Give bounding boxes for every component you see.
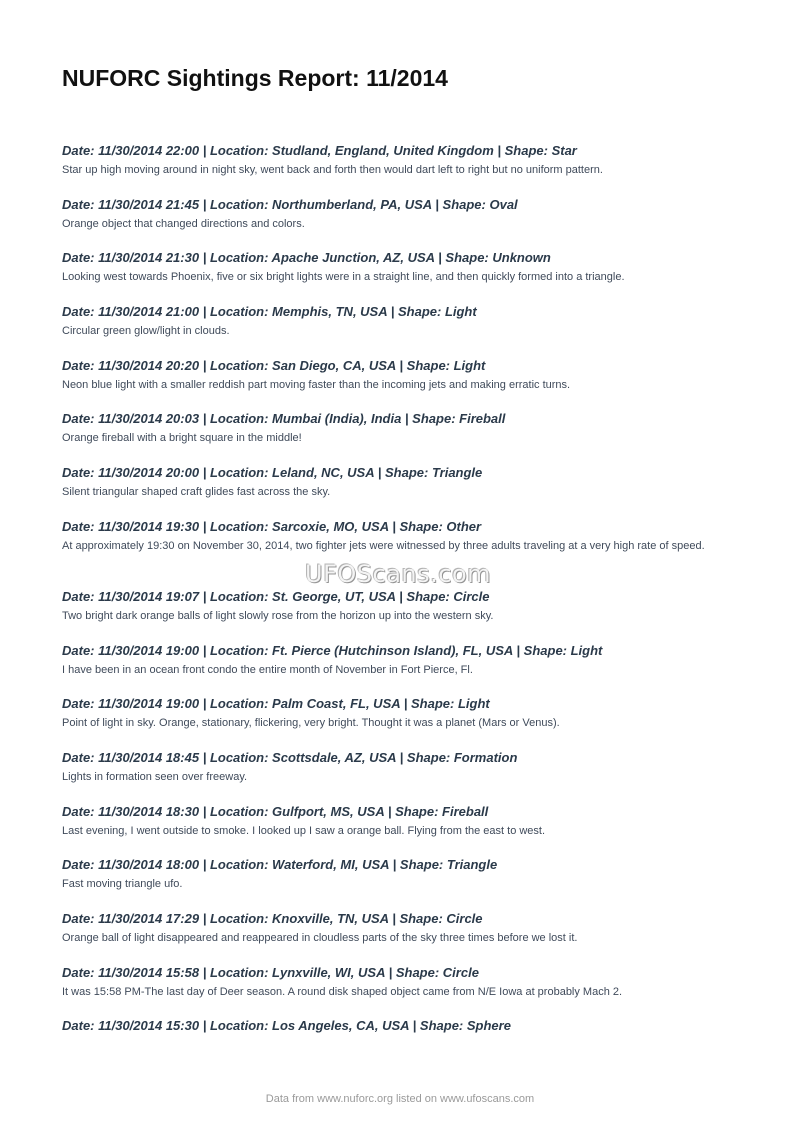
entry-heading: Date: 11/30/2014 15:30 | Location: Los Angeles, CA, USA | Shape: Sphere <box>62 1018 511 1034</box>
entry-heading: Date: 11/30/2014 17:29 | Location: Knoxville, TN, USA | Shape: Circle <box>62 910 483 926</box>
entry-description: It was 15:58 PM-The last day of Deer season. A round disk shaped object came from N/E Iowa at probably Mach 2. <box>62 985 623 998</box>
entry-heading: Date: 11/30/2014 21:00 | Location: Memphis, TN, USA | Shape: Light <box>62 304 477 320</box>
entry-description: Star up high moving around in night sky, went back and forth then would dart left to right but no uniform pattern. <box>62 164 603 176</box>
entry-heading: Date: 11/30/2014 20:20 | Location: San Diego, CA, USA | Shape: Light <box>62 357 486 373</box>
list-item <box>62 303 742 357</box>
entry-heading: Date: 11/30/2014 15:58 | Location: Lynxville, WI, USA | Shape: Circle <box>62 964 479 980</box>
entry-description: Orange ball of light disappeared and reappeared in cloudless parts of the sky three times before we lost it. <box>62 931 578 944</box>
entry-description: Orange fireball with a bright square in the middle! <box>62 432 302 445</box>
page-title: NUFORC Sightings Report: 11/2014 <box>62 65 448 91</box>
list-item <box>62 910 742 964</box>
list-item <box>62 410 742 464</box>
entry-description: Point of light in sky. Orange, stationary, flickering, very bright. Thought it was a planet (Mars or Venus). <box>62 717 560 730</box>
list-item <box>62 464 742 518</box>
entry-heading: Date: 11/30/2014 19:07 | Location: St. George, UT, USA | Shape: Circle <box>62 588 490 604</box>
list-item <box>62 856 742 910</box>
list-item <box>62 964 742 1018</box>
list-item <box>62 749 742 803</box>
list-item <box>62 357 742 411</box>
list-item <box>62 803 742 857</box>
entry-description: Neon blue light with a smaller reddish part moving faster than the incoming jets and making erratic turns. <box>62 378 571 391</box>
entry-heading: Date: 11/30/2014 18:45 | Location: Scottsdale, AZ, USA | Shape: Formation <box>62 749 518 765</box>
entry-description: At approximately 19:30 on November 30, 2014, two fighter jets were witnessed by three adults traveling at a very high rate of speed. <box>62 539 705 552</box>
entry-description: Orange object that changed directions and colors. <box>62 217 305 230</box>
entry-description: Last evening, I went outside to smoke. I looked up I saw a orange ball. Flying from the east to west. <box>62 824 546 837</box>
entry-description: Two bright dark orange balls of light slowly rose from the horizon up into the western sky. <box>62 609 494 622</box>
entry-heading: Date: 11/30/2014 21:30 | Location: Apache Junction, AZ, USA | Shape: Unknown <box>62 250 551 266</box>
list-item <box>62 588 742 642</box>
entry-description: Looking west towards Phoenix, five or six bright lights were in a straight line, and then quickly formed into a triangle. <box>62 271 625 284</box>
list-item <box>62 196 742 250</box>
watermark: UFOScans.com <box>305 560 491 588</box>
entry-heading: Date: 11/30/2014 19:30 | Location: Sarcoxie, MO, USA | Shape: Other <box>62 518 482 534</box>
entry-description: I have been in an ocean front condo the entire month of November in Fort Pierce, Fl. <box>62 663 473 676</box>
footer: Data from www.nuforc.org listed on www.ufoscans.com <box>265 1093 535 1105</box>
entry-heading: Date: 11/30/2014 21:45 | Location: Northumberland, PA, USA | Shape: Oval <box>62 196 518 212</box>
list-item <box>62 518 742 588</box>
entry-description: Circular green glow/light in clouds. <box>62 325 230 338</box>
entry-heading: Date: 11/30/2014 19:00 | Location: Palm Coast, FL, USA | Shape: Light <box>62 696 490 712</box>
entry-heading: Date: 11/30/2014 22:00 | Location: Studland, England, United Kingdom | Shape: Star <box>62 143 577 158</box>
entry-heading: Date: 11/30/2014 20:03 | Location: Mumbai (India), India | Shape: Fireball <box>62 411 506 427</box>
sightings-list <box>62 142 742 1071</box>
entry-heading: Date: 11/30/2014 18:00 | Location: Waterford, MI, USA | Shape: Triangle <box>62 857 498 873</box>
entry-heading: Date: 11/30/2014 20:00 | Location: Leland, NC, USA | Shape: Triangle <box>62 465 483 481</box>
list-item <box>62 1017 742 1071</box>
entry-heading: Date: 11/30/2014 18:30 | Location: Gulfport, MS, USA | Shape: Fireball <box>62 803 489 819</box>
list-item <box>62 142 742 196</box>
list-item <box>62 695 742 749</box>
entry-description: Silent triangular shaped craft glides fast across the sky. <box>62 486 331 499</box>
entry-description: Lights in formation seen over freeway. <box>62 770 248 783</box>
entry-description: Fast moving triangle ufo. <box>62 878 183 891</box>
list-item <box>62 642 742 696</box>
list-item <box>62 249 742 303</box>
entry-heading: Date: 11/30/2014 19:00 | Location: Ft. Pierce (Hutchinson Island), FL, USA | Shape: Light <box>62 642 603 658</box>
